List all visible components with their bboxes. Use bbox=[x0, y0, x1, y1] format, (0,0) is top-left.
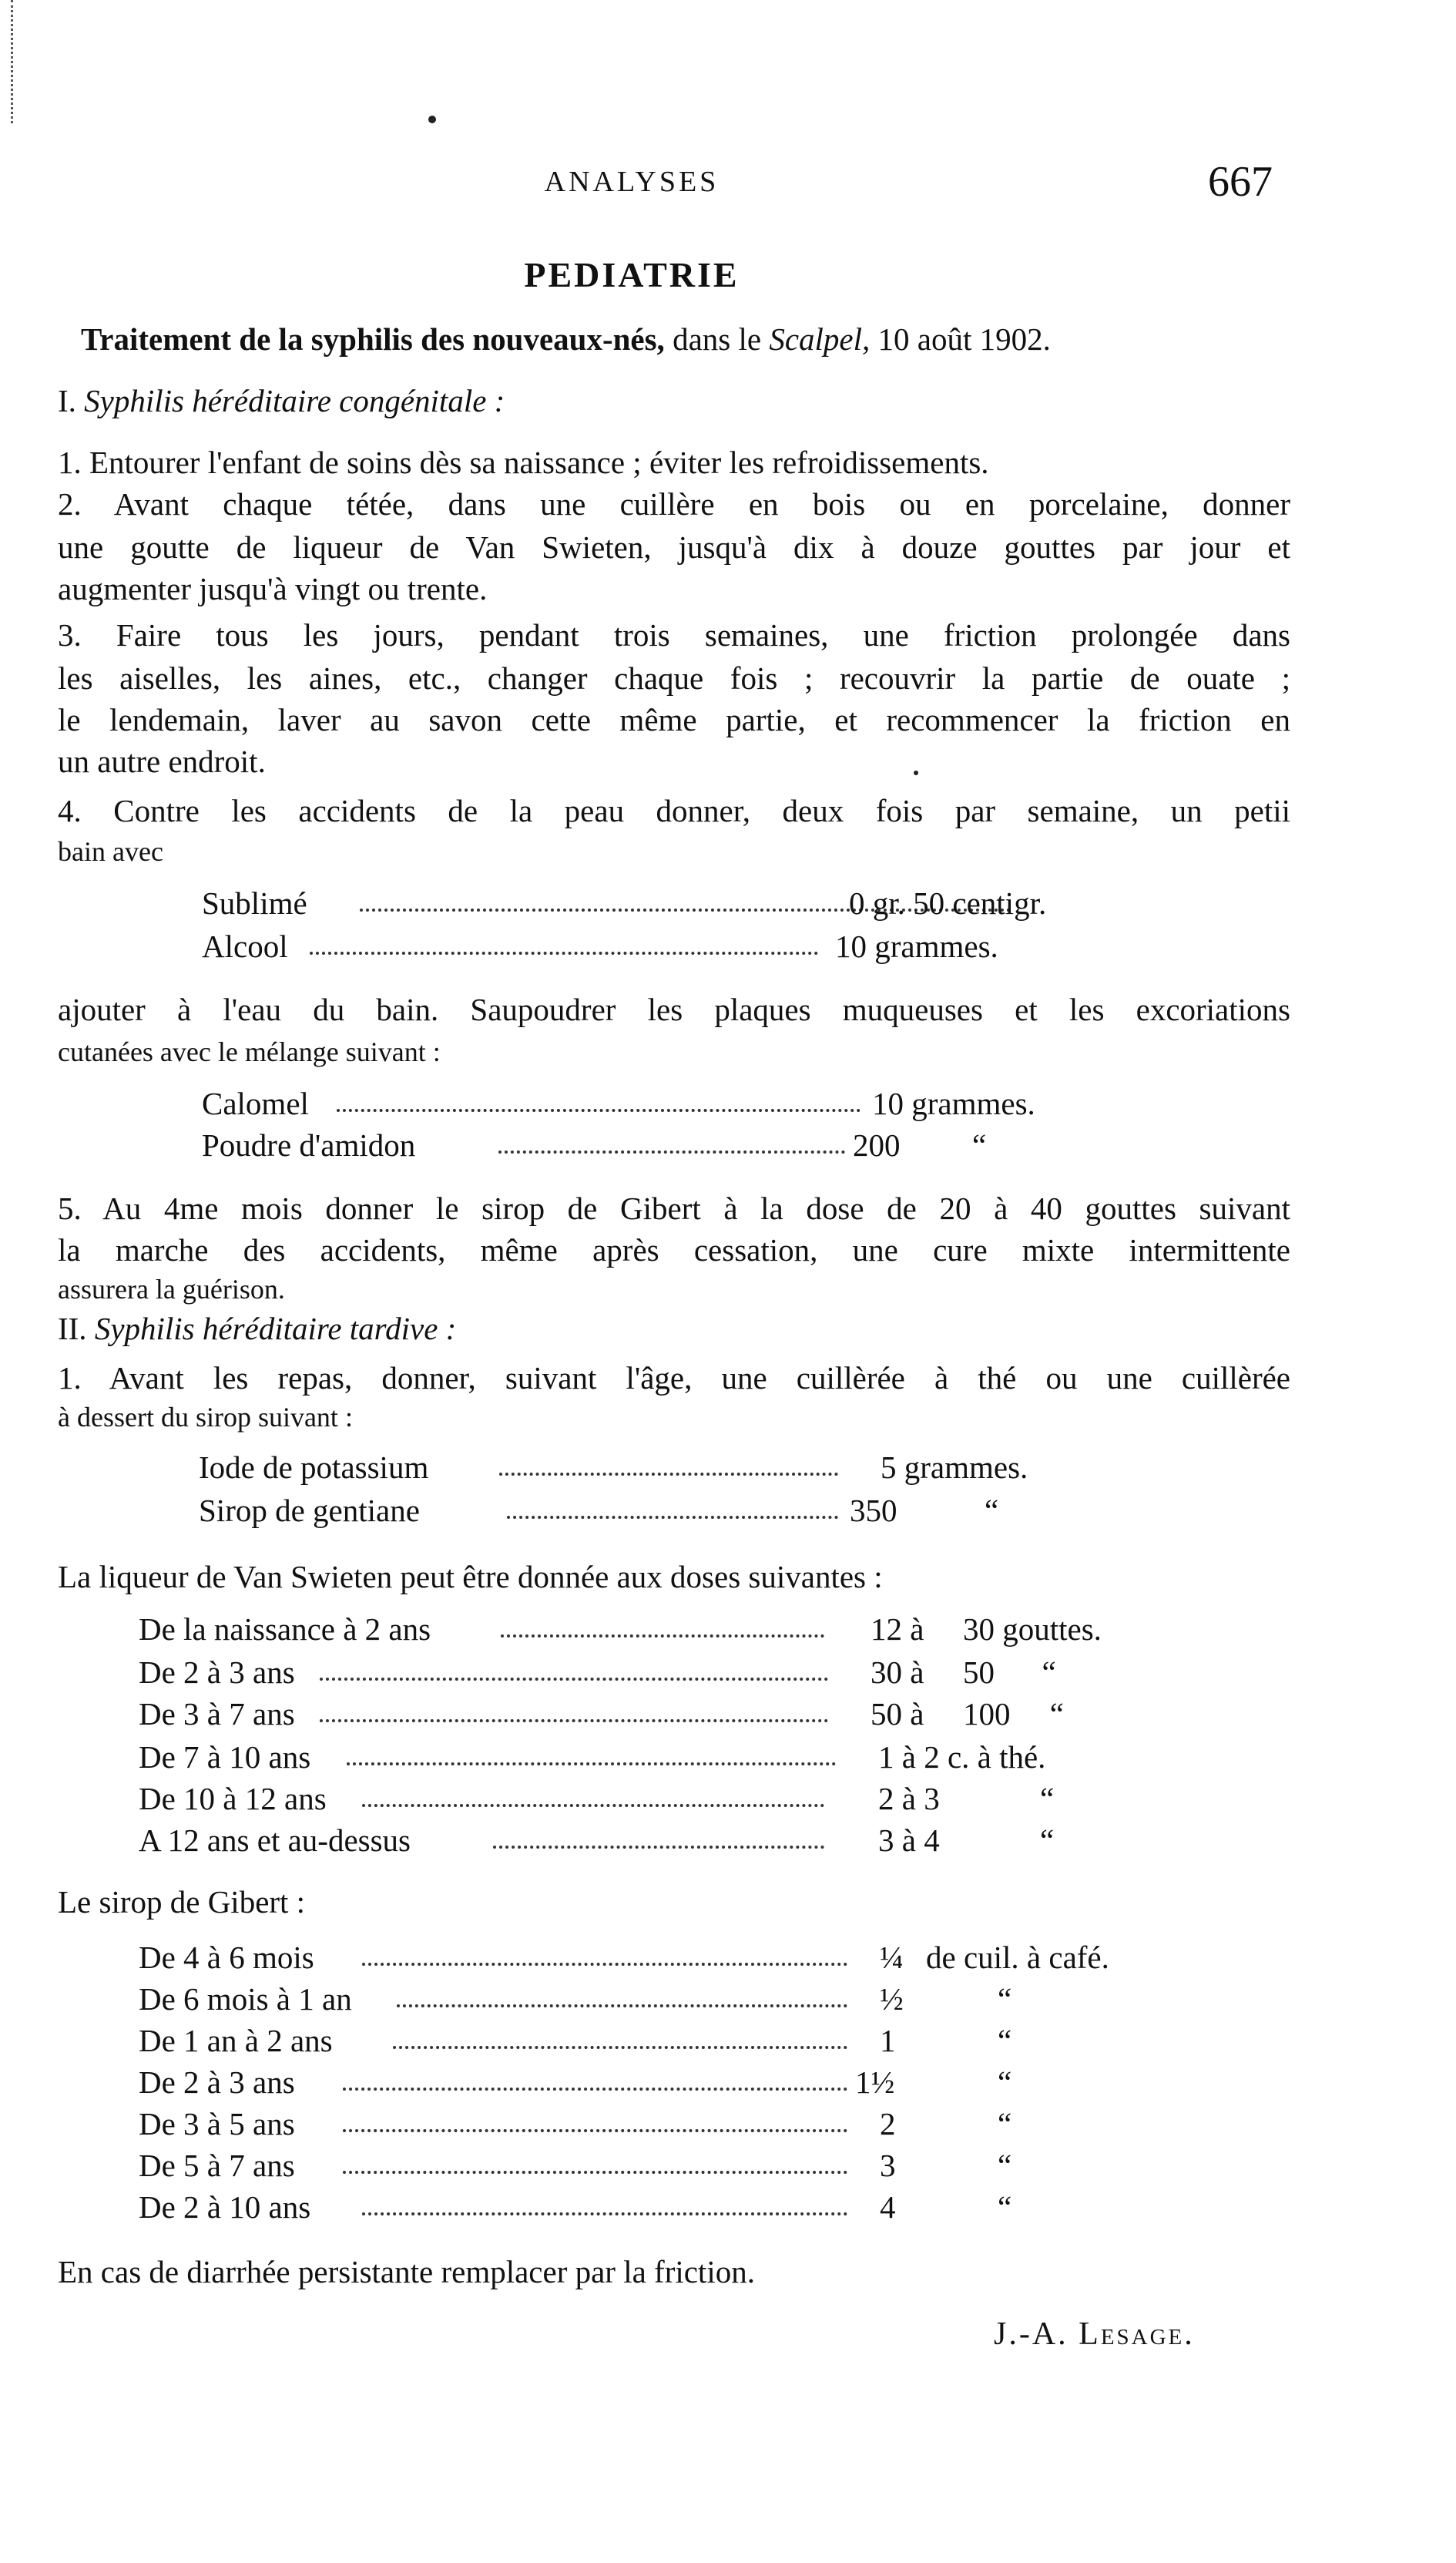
leader-dots bbox=[362, 1963, 847, 1966]
leader-dots bbox=[507, 1516, 838, 1519]
age-range: De 5 à 7 ans bbox=[139, 2148, 295, 2183]
dose-unit: “ bbox=[1040, 1781, 1055, 1816]
leader-dots bbox=[362, 1804, 824, 1807]
author-signature: J.-A. Lesage. bbox=[994, 2316, 1195, 2352]
dose: 12 à bbox=[871, 1611, 924, 1647]
part1-item3-line4: un autre endroit. bbox=[58, 744, 266, 779]
section-title: PEDIATRIE bbox=[524, 255, 740, 294]
part1-item3-line3: le lendemain, laver au savon cette même partie, et recommencer la friction en bbox=[58, 702, 1290, 737]
dose-unit: “ bbox=[998, 2106, 1012, 2141]
article-title bbox=[81, 321, 1313, 358]
ditto-mark: “ bbox=[985, 1493, 999, 1528]
leader-dots bbox=[337, 1109, 861, 1112]
dose-unit: “ bbox=[1040, 1822, 1055, 1858]
leader-dots bbox=[320, 1719, 828, 1722]
running-title: ANALYSES bbox=[544, 166, 720, 198]
dose: ½ bbox=[880, 1981, 904, 2017]
article-date: 10 août 1902. bbox=[870, 321, 1051, 357]
dose: 1 à 2 c. à thé. bbox=[878, 1739, 1046, 1775]
age-range: De 2 à 3 ans bbox=[139, 2064, 295, 2100]
part1-item4-line1: 4. Contre les accidents de la peau donner, deux fois par semaine, un petii bbox=[58, 793, 1290, 828]
age-range: De 2 à 10 ans bbox=[139, 2189, 311, 2225]
leader-dots bbox=[397, 2004, 847, 2007]
article-title-text: dans le bbox=[664, 321, 770, 357]
part1-item3-line1: 3. Faire tous les jours, pendant trois semaines, une friction prolongée dans bbox=[58, 617, 1290, 653]
ditto-mark: “ bbox=[972, 1127, 987, 1163]
dose: 1 bbox=[880, 2023, 896, 2058]
part1-item5-line1: 5. Au 4me mois donner le sirop de Gibert à la dose de 20 à 40 gouttes suivant bbox=[58, 1191, 1290, 1226]
bath-note-line1: ajouter à l'eau du bain. Saupoudrer les plaques muqueuses et les excoriations bbox=[58, 992, 1290, 1027]
leader-dots bbox=[343, 2171, 847, 2174]
age-range: A 12 ans et au-dessus bbox=[139, 1822, 411, 1858]
powder-quantity: 200 bbox=[853, 1127, 901, 1163]
dose: 50 à bbox=[871, 1696, 924, 1732]
dose: 3 bbox=[880, 2148, 896, 2183]
age-range: De 3 à 7 ans bbox=[139, 1696, 295, 1732]
article-source: Scalpel, bbox=[769, 321, 871, 357]
leader-dots bbox=[499, 1473, 838, 1476]
gibert-intro: Le sirop de Gibert : bbox=[58, 1884, 306, 1920]
part1-item3-line2: les aiselles, les aines, etc., changer chaque fois ; recouvrir la partie de ouate ; bbox=[58, 660, 1290, 696]
dose-unit: 50 “ bbox=[963, 1654, 1056, 1690]
dose-unit: “ bbox=[998, 1981, 1012, 2017]
dose: 1½ bbox=[855, 2064, 895, 2100]
part1-item5-line3: assurera la guérison. bbox=[58, 1274, 285, 1305]
leader-dots bbox=[320, 1678, 828, 1681]
age-range: De 4 à 6 mois bbox=[139, 1940, 314, 1975]
part1-item2-line2: une goutte de liqueur de Van Swieten, jusqu'à dix à douze gouttes par jour et bbox=[58, 529, 1290, 565]
dose-unit: “ bbox=[998, 2148, 1012, 2183]
article-title-bold: Traitement de la syphilis des nouveaux-nés, bbox=[81, 321, 665, 357]
leader-dots bbox=[362, 2212, 847, 2215]
part1-heading-num: I. bbox=[58, 383, 85, 418]
part1-item4-line2: bain avec bbox=[58, 836, 163, 867]
powder-quantity: 10 grammes. bbox=[872, 1086, 1035, 1121]
age-range: De 2 à 3 ans bbox=[139, 1654, 295, 1690]
leader-dots bbox=[393, 2046, 847, 2049]
leader-dots bbox=[310, 952, 818, 955]
part2-heading-num: II. bbox=[58, 1311, 95, 1346]
dose: 2 bbox=[880, 2106, 896, 2141]
syrup-quantity: 350 bbox=[850, 1493, 897, 1528]
bath-ingredient: Sublimé bbox=[202, 885, 307, 921]
dose: 30 à bbox=[871, 1654, 924, 1690]
age-range: De 1 an à 2 ans bbox=[139, 2023, 333, 2058]
syrup-ingredient: Sirop de gentiane bbox=[199, 1493, 420, 1528]
leader-dots bbox=[347, 1762, 836, 1765]
scan-speck bbox=[428, 116, 436, 123]
leader-dots bbox=[343, 2129, 847, 2132]
leader-dots bbox=[501, 1634, 824, 1638]
van-swieten-intro: La liqueur de Van Swieten peut être donnée aux doses suivantes : bbox=[58, 1559, 883, 1594]
age-range: De 7 à 10 ans bbox=[139, 1739, 311, 1775]
leader-dots bbox=[493, 1846, 824, 1849]
age-range: De la naissance à 2 ans bbox=[139, 1611, 431, 1647]
dose-unit: “ bbox=[998, 2023, 1012, 2058]
dose-unit: “ bbox=[998, 2064, 1012, 2100]
part2-heading bbox=[58, 1310, 1290, 1347]
powder-ingredient: Calomel bbox=[202, 1086, 309, 1121]
dose: 4 bbox=[880, 2189, 896, 2225]
part1-item2-line1: 2. Avant chaque tétée, dans une cuillère en bois ou en porcelaine, donner bbox=[58, 486, 1290, 522]
bath-ingredient: Alcool bbox=[202, 929, 288, 964]
age-range: De 6 mois à 1 an bbox=[139, 1981, 352, 2017]
dose-unit: 30 gouttes. bbox=[963, 1611, 1102, 1647]
dose-unit: 100 “ bbox=[963, 1696, 1064, 1732]
bath-quantity: 0 gr. 50 centigr. bbox=[849, 885, 1047, 921]
part1-heading-text: Syphilis héréditaire congénitale : bbox=[84, 383, 505, 418]
dose: ¼ bbox=[880, 1940, 904, 1975]
age-range: De 3 à 5 ans bbox=[139, 2106, 295, 2141]
dose-unit: de cuil. à café. bbox=[926, 1940, 1109, 1975]
syrup-quantity: 5 grammes. bbox=[881, 1449, 1028, 1485]
syrup-ingredient: Iode de potassium bbox=[199, 1449, 429, 1485]
leader-dots bbox=[343, 2088, 847, 2091]
part2-item1-line1: 1. Avant les repas, donner, suivant l'âge, une cuillèrée à thé ou une cuillèrée bbox=[58, 1360, 1290, 1396]
part1-heading bbox=[58, 382, 1290, 419]
leader-dots bbox=[498, 1150, 845, 1154]
page-number: 667 bbox=[1208, 158, 1273, 206]
bath-quantity: 10 grammes. bbox=[835, 929, 998, 964]
bath-note-line2: cutanées avec le mélange suivant : bbox=[58, 1036, 441, 1067]
part2-heading-text: Syphilis héréditaire tardive : bbox=[94, 1311, 457, 1346]
dose: 2 à 3 bbox=[878, 1781, 940, 1816]
dose: 3 à 4 bbox=[878, 1822, 940, 1858]
part1-item5-line2: la marche des accidents, même après cessation, une cure mixte intermittente bbox=[58, 1232, 1290, 1268]
age-range: De 10 à 12 ans bbox=[139, 1781, 327, 1816]
part2-item1-line2: à dessert du sirop suivant : bbox=[58, 1402, 353, 1433]
dose-unit: “ bbox=[998, 2189, 1012, 2225]
part1-item1: 1. Entourer l'enfant de soins dès sa naissance ; éviter les refroidissements. bbox=[58, 445, 989, 480]
part1-item2-line3: augmenter jusqu'à vingt ou trente. bbox=[58, 571, 488, 606]
scan-edge bbox=[11, 0, 16, 123]
powder-ingredient: Poudre d'amidon bbox=[202, 1127, 416, 1163]
closing-note: En cas de diarrhée persistante remplacer par la friction. bbox=[58, 2254, 755, 2289]
